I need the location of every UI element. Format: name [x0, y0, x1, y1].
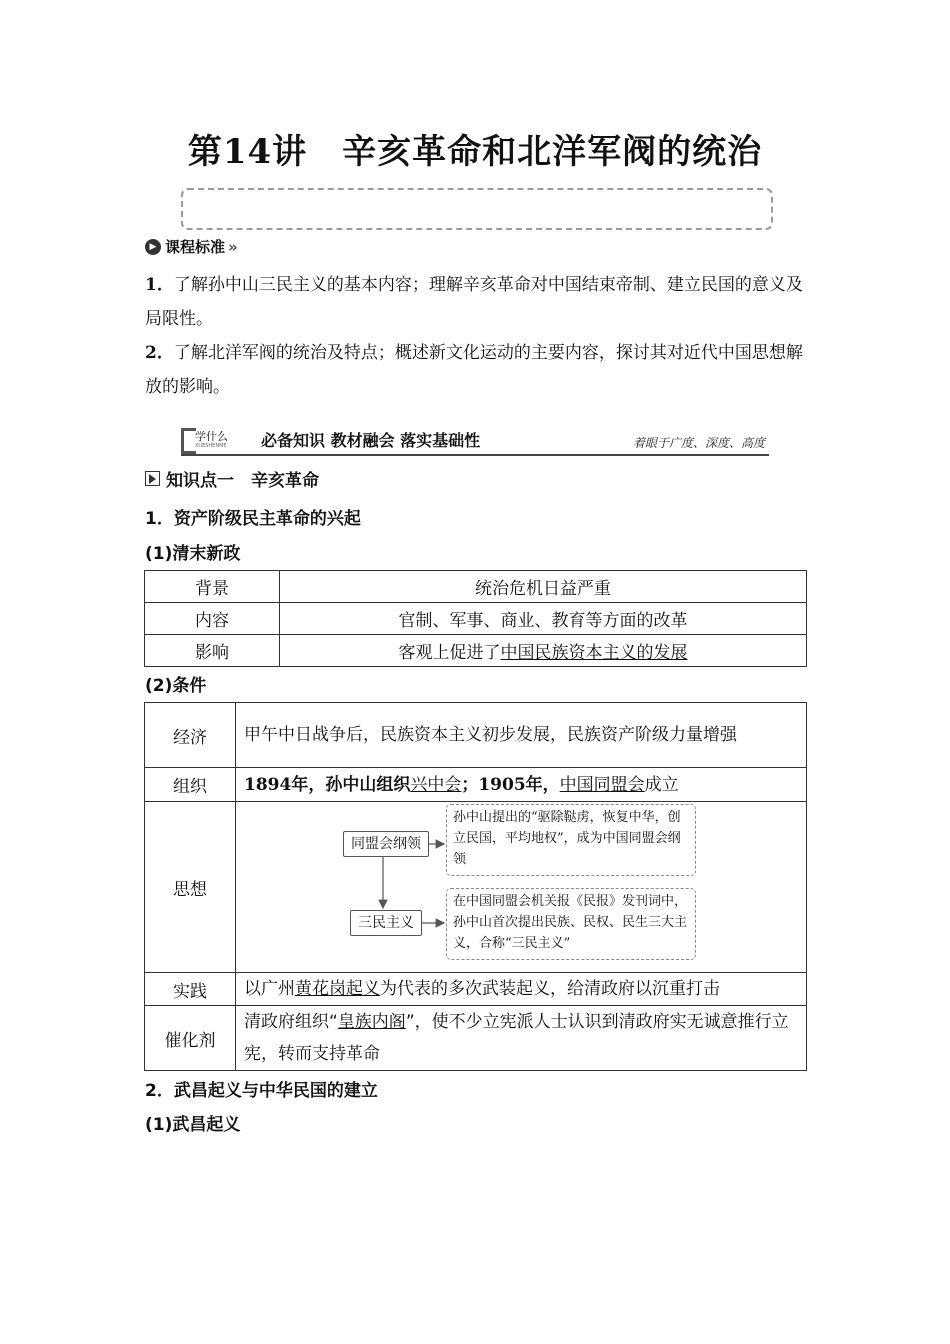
triangle-box-icon: [145, 471, 160, 486]
section1-sub1: (1)清末新政: [145, 544, 241, 564]
table-row: 思想 同盟会纲领 三民主义 孙中山提出的“驱除鞑虏，恢复中华，创立民国，平均地权”，成为中国同盟会纲领 在中国同盟会机关报《民报》发刊词中，孙中山首次提出民族、民权、民生三大主义，合称“三民主义”: [145, 802, 807, 973]
thought-diagram: [236, 802, 806, 972]
section2-sub1: (1)武昌起义: [145, 1115, 241, 1135]
section1-heading: 1．资产阶级民主革命的兴起: [145, 509, 361, 529]
three-principles-node: 三民主义: [350, 910, 422, 936]
section2-heading: 2．武昌起义与中华民国的建立: [145, 1081, 378, 1101]
late-qing-reform-table: [144, 570, 807, 667]
note-league-program: 孙中山提出的“驱除鞑虏，恢复中华，创立民国，平均地权”，成为中国同盟会纲领: [446, 804, 696, 876]
note-three-principles: 在中国同盟会机关报《民报》发刊词中，孙中山首次提出民族、民权、民生三大主义，合称“三民主义”: [446, 888, 696, 960]
table-row: 催化剂 清政府组织“皇族内阁”，使不少立宪派人士认识到清政府实无诚意推行立宪，转而支持革命: [145, 1006, 807, 1071]
xueshenme-logo: 学什么 XUESHENME: [181, 426, 231, 452]
section1-sub2: (2)条件: [145, 676, 207, 696]
page-title: 第14讲 辛亥革命和北洋军阀的统治: [187, 132, 763, 172]
table-row: 内容 官制、军事、商业、教育等方面的改革: [145, 603, 807, 635]
table-row: 影响 客观上促进了中国民族资本主义的发展: [145, 635, 807, 667]
standard-item-2: 2．了解北洋军阀的统治及特点；概述新文化运动的主要内容，探讨其对近代中国思想解放的影响。: [145, 343, 803, 397]
table-row: 组织 1894年，孙中山组织兴中会；1905年，中国同盟会成立: [145, 768, 807, 802]
conditions-table: [144, 702, 807, 1071]
play-circle-icon: ▶: [145, 239, 161, 255]
league-program-node: 同盟会纲领: [343, 831, 429, 857]
course-standards-heading: ▶ 课程标准 »: [145, 236, 238, 257]
banner-title: 必备知识 教材融会 落实基础性: [261, 430, 481, 450]
standard-item-1: 1．了解孙中山三民主义的基本内容；理解辛亥革命对中国结束帝制、建立民国的意义及局限性。: [145, 275, 803, 329]
table-row: 背景 统治危机日益严重: [145, 571, 807, 603]
table-row: 经济 甲午中日战争后，民族资本主义初步发展，民族资产阶级力量增强: [145, 703, 807, 768]
dashed-placeholder-box: [181, 188, 773, 230]
section-banner: [181, 424, 769, 456]
banner-tagline: 着眼于广度、深度、高度: [632, 435, 765, 450]
double-chevron-icon: »: [228, 237, 238, 256]
knowledge-point-heading: 知识点一 辛亥革命: [145, 466, 319, 491]
table-row: 实践 以广州黄花岗起义为代表的多次武装起义，给清政府以沉重打击: [145, 973, 807, 1006]
